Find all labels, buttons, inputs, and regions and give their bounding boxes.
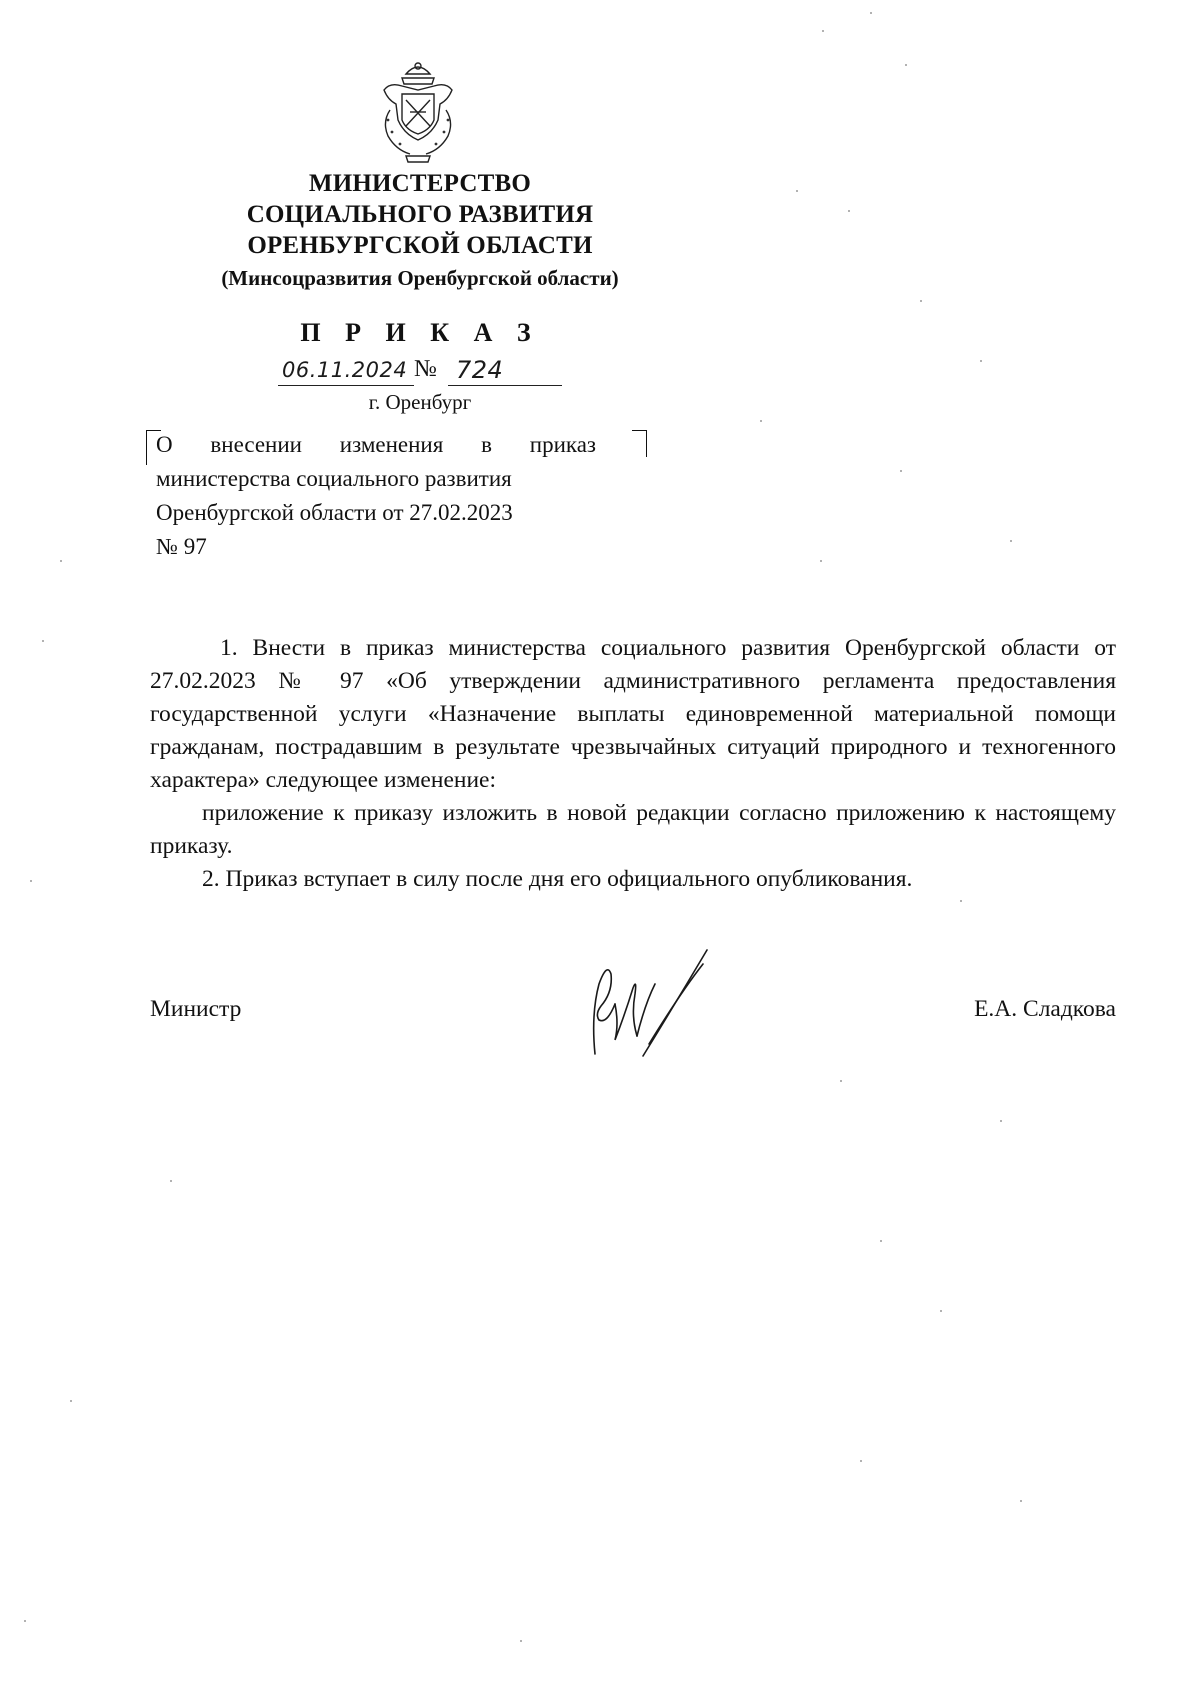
order-body <box>150 632 1116 896</box>
order-date-number <box>278 354 578 388</box>
subject-line-3: Оренбургской области от 27.02.2023 <box>156 500 513 525</box>
number-sign: № <box>414 356 437 382</box>
org-name-line2: СОЦИАЛЬНОГО РАЗВИТИЯ <box>246 201 594 228</box>
org-short-name: (Минсоцразвития Оренбургской области) <box>221 266 619 290</box>
signatory-position: Министр <box>150 996 242 1022</box>
order-number: 724 <box>456 356 504 384</box>
subject-line-2: министерства социального развития <box>156 466 512 491</box>
signatory-name: Е.А. Сладкова <box>974 996 1116 1022</box>
handwritten-signature <box>585 944 725 1062</box>
date-underline <box>278 385 414 386</box>
organization-header <box>170 168 670 293</box>
number-underline <box>448 385 562 386</box>
body-paragraph-3: 2. Приказ вступает в силу после дня его официального опубликования. <box>202 866 913 892</box>
order-subject <box>156 428 596 564</box>
subject-line-1: О внесении изменения в приказ <box>156 432 596 457</box>
body-paragraph-1: 1. Внести в приказ министерства социального развития Оренбургской области от 27.02.2023 № 97 «Об утверждении административного регламента предоставления государственной услуги «Назначение выплаты единовременной материальной помощи гражданам, пострадавшим в результате чрезвычайных ситуаций природного и техногенного характера» следующее изменение: <box>150 635 1116 793</box>
body-paragraph-2: приложение к приказу изложить в новой редакции согласно приложению к настоящему приказу. <box>150 800 1116 859</box>
subject-bracket-right <box>632 430 647 457</box>
subject-line-4: № 97 <box>156 534 207 559</box>
org-name-line1: МИНИСТЕРСТВО <box>308 170 532 197</box>
document-type-title: П Р И К А З <box>300 318 540 347</box>
org-name-line3: ОРЕНБУРГСКОЙ ОБЛАСТИ <box>247 232 593 259</box>
coat-of-arms-icon <box>376 60 460 164</box>
order-date: 06.11.2024 <box>282 358 408 382</box>
city: г. Оренбург <box>368 390 472 414</box>
